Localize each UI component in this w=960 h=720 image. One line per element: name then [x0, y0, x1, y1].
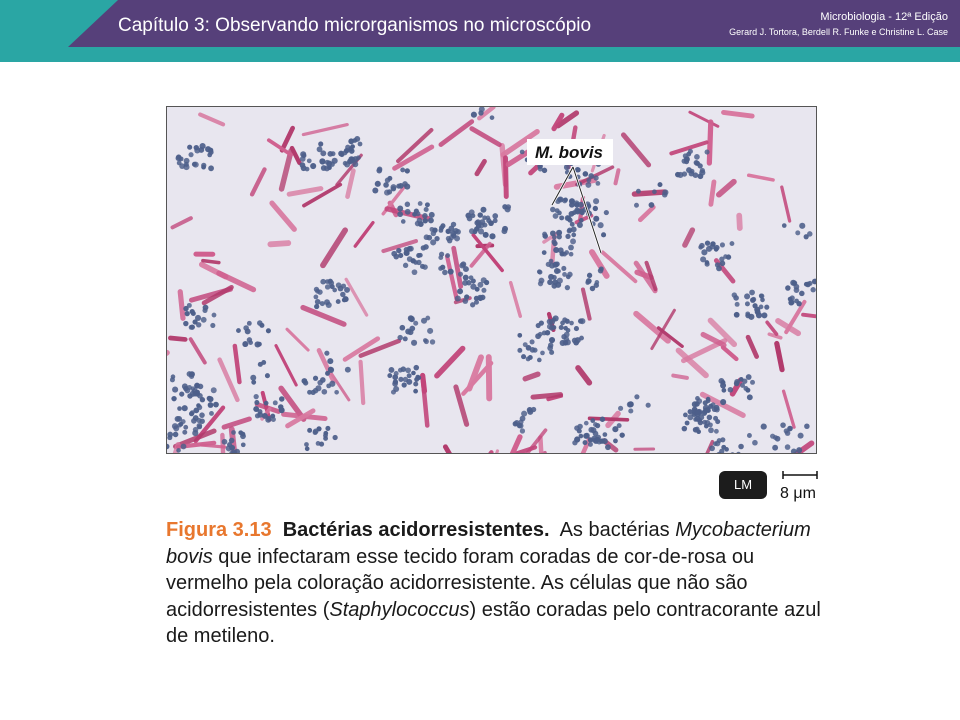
book-title: Microbiologia - 12ª Edição	[820, 11, 948, 23]
scale-value: 8	[780, 485, 789, 502]
chapter-title: Capítulo 3: Observando microrganismos no microscópio	[118, 15, 592, 36]
scale-unit: μm	[793, 485, 816, 502]
figure-number: Figura 3.13	[166, 519, 272, 541]
figure-heading: Bactérias acidorresistentes.	[282, 519, 550, 541]
scale-label	[780, 485, 816, 503]
m-bovis-label: M. bovis	[535, 143, 604, 162]
species-name: Mycobacterium bovis	[166, 519, 811, 568]
microscopy-type-badge: LM	[719, 471, 767, 499]
caption-text-1: As bactérias	[559, 519, 670, 541]
caption-text-2: que infectaram esse tecido foram coradas de cor-de-rosa ou vermelho pela coloração acidorresistente. As células que não são acidorresistentes (	[166, 545, 755, 621]
figure-caption	[166, 517, 826, 650]
slide-header	[0, 0, 960, 62]
scale-bar	[782, 471, 818, 479]
caption-text-3: ) estão coradas pelo contracorante azul de metileno.	[166, 598, 821, 647]
micrograph-illustration	[167, 107, 816, 453]
genus-name: Staphylococcus	[329, 598, 470, 621]
micrograph-image	[166, 106, 817, 454]
book-authors: Gerard J. Tortora, Berdell R. Funke e Christine L. Case	[729, 27, 948, 37]
